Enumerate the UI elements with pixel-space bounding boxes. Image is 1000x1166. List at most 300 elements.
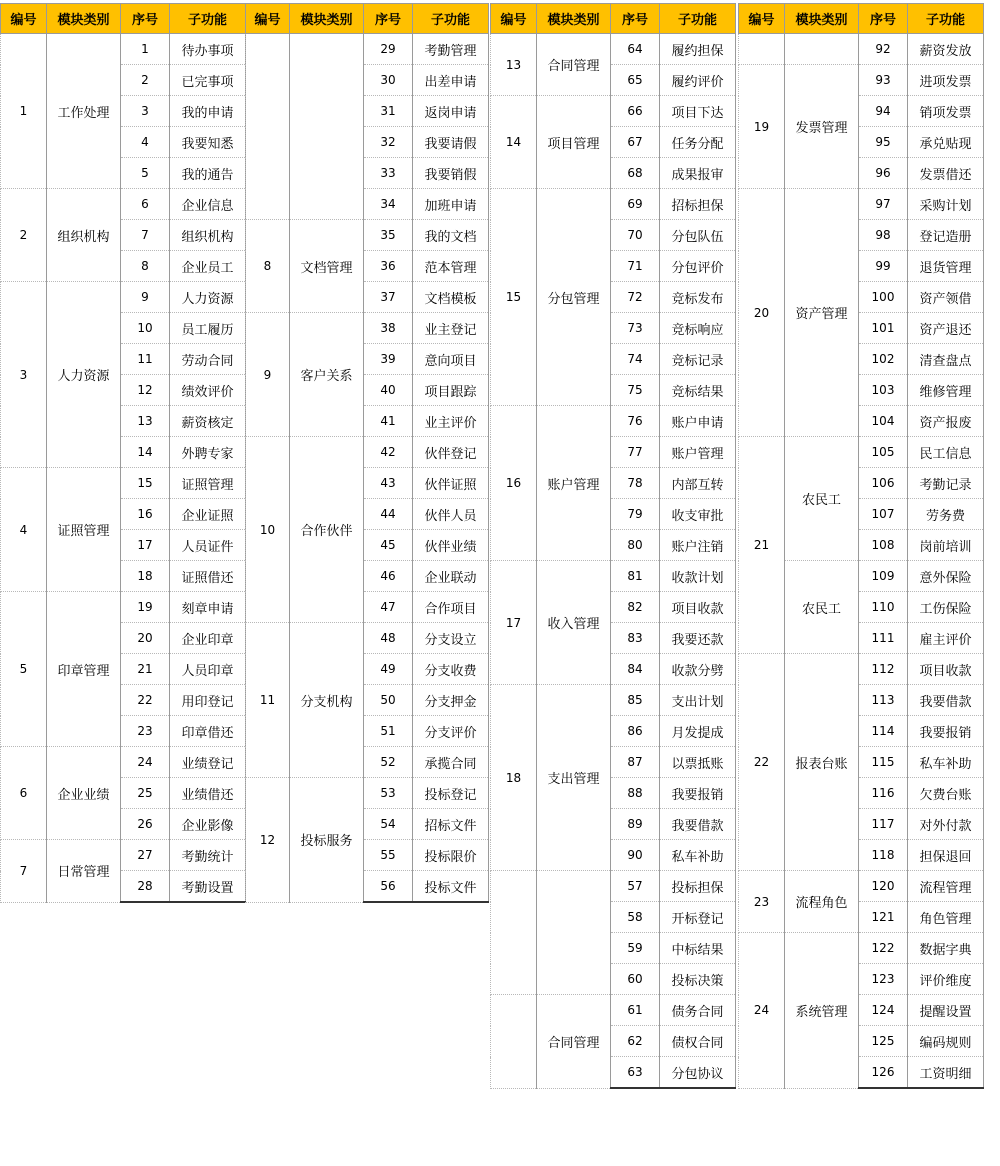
function-seq: 48 [364, 623, 413, 654]
table-row [1, 34, 246, 65]
module-category: 印章管理 [47, 592, 121, 747]
function-seq: 83 [611, 623, 660, 654]
function-seq: 63 [611, 1057, 660, 1089]
module-category: 证照管理 [47, 468, 121, 592]
header-seq: 序号 [364, 4, 413, 34]
module-category: 流程角色 [785, 871, 859, 933]
function-name: 私车补助 [660, 840, 736, 871]
table-row [1, 747, 246, 778]
table-body [1, 34, 246, 903]
module-id: 24 [739, 933, 785, 1089]
function-seq: 23 [121, 716, 170, 747]
function-name: 数据字典 [908, 933, 984, 964]
function-seq: 11 [121, 344, 170, 375]
module-category: 企业业绩 [47, 747, 121, 840]
table-row [1, 282, 246, 313]
function-seq: 22 [121, 685, 170, 716]
function-seq: 77 [611, 437, 660, 468]
header-module: 模块类别 [537, 4, 611, 34]
table-row [491, 995, 736, 1026]
header-function: 子功能 [908, 4, 984, 34]
function-name: 担保退回 [908, 840, 984, 871]
function-name: 项目下达 [660, 96, 736, 127]
function-name: 伙伴证照 [413, 468, 489, 499]
function-name: 范本管理 [413, 251, 489, 282]
function-name: 支出计划 [660, 685, 736, 716]
function-name: 分包评价 [660, 251, 736, 282]
function-seq: 88 [611, 778, 660, 809]
function-seq: 71 [611, 251, 660, 282]
module-id: 17 [491, 561, 537, 685]
table-row [739, 65, 984, 96]
module-category: 报表台账 [785, 654, 859, 871]
module-category [290, 34, 364, 220]
function-seq: 5 [121, 158, 170, 189]
function-name: 发票借还 [908, 158, 984, 189]
function-seq: 109 [859, 561, 908, 592]
function-seq: 76 [611, 406, 660, 437]
function-name: 进项发票 [908, 65, 984, 96]
module-category: 资产管理 [785, 189, 859, 437]
function-name: 意外保险 [908, 561, 984, 592]
module-id [739, 34, 785, 65]
function-seq: 51 [364, 716, 413, 747]
function-name: 分支设立 [413, 623, 489, 654]
function-name: 成果报审 [660, 158, 736, 189]
module-id: 18 [491, 685, 537, 871]
function-name: 收款分劈 [660, 654, 736, 685]
function-name: 业绩登记 [170, 747, 246, 778]
module-id: 4 [1, 468, 47, 592]
function-seq: 47 [364, 592, 413, 623]
function-seq: 73 [611, 313, 660, 344]
function-name: 投标担保 [660, 871, 736, 902]
function-seq: 95 [859, 127, 908, 158]
function-name: 项目收款 [660, 592, 736, 623]
module-category: 支出管理 [537, 685, 611, 871]
function-seq: 2 [121, 65, 170, 96]
header-module: 模块类别 [47, 4, 121, 34]
function-name: 销项发票 [908, 96, 984, 127]
module-id [491, 995, 537, 1089]
table-row [246, 778, 489, 809]
module-category: 项目管理 [537, 96, 611, 189]
table-row [739, 189, 984, 220]
module-category [785, 34, 859, 65]
function-seq: 112 [859, 654, 908, 685]
function-name: 印章借还 [170, 716, 246, 747]
function-name: 业主评价 [413, 406, 489, 437]
function-seq: 101 [859, 313, 908, 344]
function-seq: 52 [364, 747, 413, 778]
table-row [246, 313, 489, 344]
function-seq: 40 [364, 375, 413, 406]
table-row [1, 840, 246, 871]
function-seq: 89 [611, 809, 660, 840]
function-seq: 64 [611, 34, 660, 65]
function-seq: 41 [364, 406, 413, 437]
function-seq: 103 [859, 375, 908, 406]
module-id: 1 [1, 34, 47, 189]
function-seq: 61 [611, 995, 660, 1026]
function-name: 投标文件 [413, 871, 489, 903]
function-seq: 59 [611, 933, 660, 964]
function-seq: 67 [611, 127, 660, 158]
function-seq: 102 [859, 344, 908, 375]
function-seq: 124 [859, 995, 908, 1026]
function-seq: 39 [364, 344, 413, 375]
function-seq: 115 [859, 747, 908, 778]
header-function: 子功能 [170, 4, 246, 34]
function-name: 资产报废 [908, 406, 984, 437]
function-seq: 33 [364, 158, 413, 189]
function-seq: 123 [859, 964, 908, 995]
function-seq: 105 [859, 437, 908, 468]
table-row [1, 468, 246, 499]
function-name: 账户申请 [660, 406, 736, 437]
module-category: 组织机构 [47, 189, 121, 282]
header-module: 模块类别 [290, 4, 364, 34]
function-seq: 42 [364, 437, 413, 468]
function-seq: 96 [859, 158, 908, 189]
function-name: 薪资核定 [170, 406, 246, 437]
table-row [491, 685, 736, 716]
function-name: 我的文档 [413, 220, 489, 251]
module-id: 3 [1, 282, 47, 468]
function-seq: 74 [611, 344, 660, 375]
module-id [491, 871, 537, 995]
header-id: 编号 [491, 4, 537, 34]
module-id: 14 [491, 96, 537, 189]
function-seq: 4 [121, 127, 170, 158]
module-id [246, 34, 290, 220]
function-seq: 78 [611, 468, 660, 499]
function-seq: 21 [121, 654, 170, 685]
module-table-1 [0, 3, 246, 903]
function-seq: 85 [611, 685, 660, 716]
function-seq: 98 [859, 220, 908, 251]
function-seq: 56 [364, 871, 413, 903]
module-id: 2 [1, 189, 47, 282]
function-seq: 49 [364, 654, 413, 685]
function-name: 文档模板 [413, 282, 489, 313]
function-seq: 19 [121, 592, 170, 623]
function-seq: 1 [121, 34, 170, 65]
module-category: 客户关系 [290, 313, 364, 437]
function-name: 待办事项 [170, 34, 246, 65]
function-seq: 25 [121, 778, 170, 809]
table-row [739, 871, 984, 902]
table-row [491, 96, 736, 127]
table-row [739, 654, 984, 685]
function-seq: 97 [859, 189, 908, 220]
function-name: 返岗申请 [413, 96, 489, 127]
function-name: 企业员工 [170, 251, 246, 282]
function-seq: 13 [121, 406, 170, 437]
function-name: 登记造册 [908, 220, 984, 251]
function-seq: 37 [364, 282, 413, 313]
function-name: 债权合同 [660, 1026, 736, 1057]
function-name: 竞标结果 [660, 375, 736, 406]
function-seq: 57 [611, 871, 660, 902]
function-name: 项目收款 [908, 654, 984, 685]
table-row [739, 933, 984, 964]
table-row [491, 189, 736, 220]
function-seq: 29 [364, 34, 413, 65]
module-category: 合同管理 [537, 995, 611, 1089]
function-name: 员工履历 [170, 313, 246, 344]
function-name: 伙伴业绩 [413, 530, 489, 561]
table-body [739, 34, 984, 1089]
function-name: 雇主评价 [908, 623, 984, 654]
function-seq: 20 [121, 623, 170, 654]
function-seq: 15 [121, 468, 170, 499]
function-seq: 54 [364, 809, 413, 840]
module-id: 21 [739, 437, 785, 654]
function-seq: 31 [364, 96, 413, 127]
function-name: 内部互转 [660, 468, 736, 499]
module-category: 分支机构 [290, 623, 364, 778]
function-name: 分支收费 [413, 654, 489, 685]
module-category: 工作处理 [47, 34, 121, 189]
table-body [246, 34, 489, 903]
table-row [491, 561, 736, 592]
function-seq: 36 [364, 251, 413, 282]
function-seq: 126 [859, 1057, 908, 1089]
function-name: 伙伴登记 [413, 437, 489, 468]
function-name: 采购计划 [908, 189, 984, 220]
function-seq: 12 [121, 375, 170, 406]
module-category: 收入管理 [537, 561, 611, 685]
function-name: 私车补助 [908, 747, 984, 778]
function-name: 考勤记录 [908, 468, 984, 499]
function-seq: 92 [859, 34, 908, 65]
module-category: 账户管理 [537, 406, 611, 561]
table-row [246, 34, 489, 65]
function-name: 我要请假 [413, 127, 489, 158]
function-name: 绩效评价 [170, 375, 246, 406]
table-row [1, 592, 246, 623]
function-name: 用印登记 [170, 685, 246, 716]
module-category: 文档管理 [290, 220, 364, 313]
function-seq: 44 [364, 499, 413, 530]
function-seq: 94 [859, 96, 908, 127]
function-seq: 18 [121, 561, 170, 592]
function-seq: 50 [364, 685, 413, 716]
function-seq: 104 [859, 406, 908, 437]
function-seq: 114 [859, 716, 908, 747]
module-category: 农民工 [785, 437, 859, 561]
function-name: 中标结果 [660, 933, 736, 964]
function-seq: 16 [121, 499, 170, 530]
function-name: 履约担保 [660, 34, 736, 65]
module-id: 13 [491, 34, 537, 96]
function-seq: 60 [611, 964, 660, 995]
function-name: 分包队伍 [660, 220, 736, 251]
function-seq: 32 [364, 127, 413, 158]
function-name: 组织机构 [170, 220, 246, 251]
module-id: 16 [491, 406, 537, 561]
function-name: 编码规则 [908, 1026, 984, 1057]
function-name: 项目跟踪 [413, 375, 489, 406]
function-name: 任务分配 [660, 127, 736, 158]
function-name: 退货管理 [908, 251, 984, 282]
function-name: 刻章申请 [170, 592, 246, 623]
header-function: 子功能 [660, 4, 736, 34]
function-name: 清查盘点 [908, 344, 984, 375]
module-category: 发票管理 [785, 65, 859, 189]
function-name: 分支评价 [413, 716, 489, 747]
function-name: 业绩借还 [170, 778, 246, 809]
function-name: 外聘专家 [170, 437, 246, 468]
function-seq: 53 [364, 778, 413, 809]
module-category [537, 871, 611, 995]
function-name: 我要借款 [660, 809, 736, 840]
function-seq: 120 [859, 871, 908, 902]
function-seq: 121 [859, 902, 908, 933]
table-row [491, 406, 736, 437]
function-seq: 14 [121, 437, 170, 468]
function-name: 投标限价 [413, 840, 489, 871]
module-id: 10 [246, 437, 290, 623]
header-id: 编号 [246, 4, 290, 34]
table-row [246, 220, 489, 251]
function-seq: 86 [611, 716, 660, 747]
function-seq: 28 [121, 871, 170, 903]
function-seq: 8 [121, 251, 170, 282]
table-row [491, 871, 736, 902]
function-name: 投标决策 [660, 964, 736, 995]
function-name: 月发提成 [660, 716, 736, 747]
function-seq: 9 [121, 282, 170, 313]
function-name: 账户管理 [660, 437, 736, 468]
function-name: 我要还款 [660, 623, 736, 654]
function-seq: 84 [611, 654, 660, 685]
function-seq: 66 [611, 96, 660, 127]
function-seq: 72 [611, 282, 660, 313]
function-seq: 118 [859, 840, 908, 871]
function-name: 欠费台账 [908, 778, 984, 809]
function-name: 分包协议 [660, 1057, 736, 1089]
function-seq: 34 [364, 189, 413, 220]
function-seq: 58 [611, 902, 660, 933]
function-name: 我的申请 [170, 96, 246, 127]
function-seq: 82 [611, 592, 660, 623]
function-name: 证照借还 [170, 561, 246, 592]
module-id: 22 [739, 654, 785, 871]
module-category: 日常管理 [47, 840, 121, 903]
function-name: 招标担保 [660, 189, 736, 220]
function-seq: 111 [859, 623, 908, 654]
function-seq: 106 [859, 468, 908, 499]
function-seq: 17 [121, 530, 170, 561]
function-name: 竞标响应 [660, 313, 736, 344]
function-name: 我要报销 [660, 778, 736, 809]
function-seq: 10 [121, 313, 170, 344]
function-seq: 70 [611, 220, 660, 251]
table-row [739, 34, 984, 65]
header-seq: 序号 [611, 4, 660, 34]
function-name: 竞标发布 [660, 282, 736, 313]
function-seq: 81 [611, 561, 660, 592]
function-name: 合作项目 [413, 592, 489, 623]
function-seq: 6 [121, 189, 170, 220]
function-seq: 38 [364, 313, 413, 344]
module-category: 农民工 [785, 561, 859, 654]
function-seq: 125 [859, 1026, 908, 1057]
function-name: 资产退还 [908, 313, 984, 344]
function-seq: 35 [364, 220, 413, 251]
function-name: 民工信息 [908, 437, 984, 468]
function-name: 以票抵账 [660, 747, 736, 778]
header-id: 编号 [1, 4, 47, 34]
function-seq: 26 [121, 809, 170, 840]
function-name: 劳务费 [908, 499, 984, 530]
function-seq: 113 [859, 685, 908, 716]
function-name: 证照管理 [170, 468, 246, 499]
function-seq: 87 [611, 747, 660, 778]
module-id: 9 [246, 313, 290, 437]
header-seq: 序号 [121, 4, 170, 34]
module-id: 19 [739, 65, 785, 189]
function-name: 我要借款 [908, 685, 984, 716]
function-name: 企业证照 [170, 499, 246, 530]
module-category: 系统管理 [785, 933, 859, 1089]
function-name: 我要销假 [413, 158, 489, 189]
function-name: 评价维度 [908, 964, 984, 995]
module-id: 20 [739, 189, 785, 437]
module-id: 15 [491, 189, 537, 406]
function-seq: 30 [364, 65, 413, 96]
header-seq: 序号 [859, 4, 908, 34]
function-name: 业主登记 [413, 313, 489, 344]
function-seq: 7 [121, 220, 170, 251]
module-category: 合同管理 [537, 34, 611, 96]
function-name: 考勤统计 [170, 840, 246, 871]
function-name: 开标登记 [660, 902, 736, 933]
function-seq: 27 [121, 840, 170, 871]
function-name: 考勤管理 [413, 34, 489, 65]
function-name: 已完事项 [170, 65, 246, 96]
function-seq: 93 [859, 65, 908, 96]
function-seq: 55 [364, 840, 413, 871]
module-id: 8 [246, 220, 290, 313]
function-name: 我要知悉 [170, 127, 246, 158]
function-seq: 99 [859, 251, 908, 282]
function-name: 企业联动 [413, 561, 489, 592]
module-id: 7 [1, 840, 47, 903]
function-name: 投标登记 [413, 778, 489, 809]
function-name: 对外付款 [908, 809, 984, 840]
module-category: 投标服务 [290, 778, 364, 903]
function-seq: 65 [611, 65, 660, 96]
function-name: 分支押金 [413, 685, 489, 716]
function-seq: 100 [859, 282, 908, 313]
function-name: 角色管理 [908, 902, 984, 933]
function-name: 工资明细 [908, 1057, 984, 1089]
function-name: 企业信息 [170, 189, 246, 220]
function-seq: 68 [611, 158, 660, 189]
function-seq: 45 [364, 530, 413, 561]
module-id: 6 [1, 747, 47, 840]
module-table-3 [490, 3, 736, 1089]
function-seq: 24 [121, 747, 170, 778]
table-row [1, 189, 246, 220]
table-row [491, 34, 736, 65]
module-category: 合作伙伴 [290, 437, 364, 623]
function-seq: 117 [859, 809, 908, 840]
function-name: 企业印章 [170, 623, 246, 654]
